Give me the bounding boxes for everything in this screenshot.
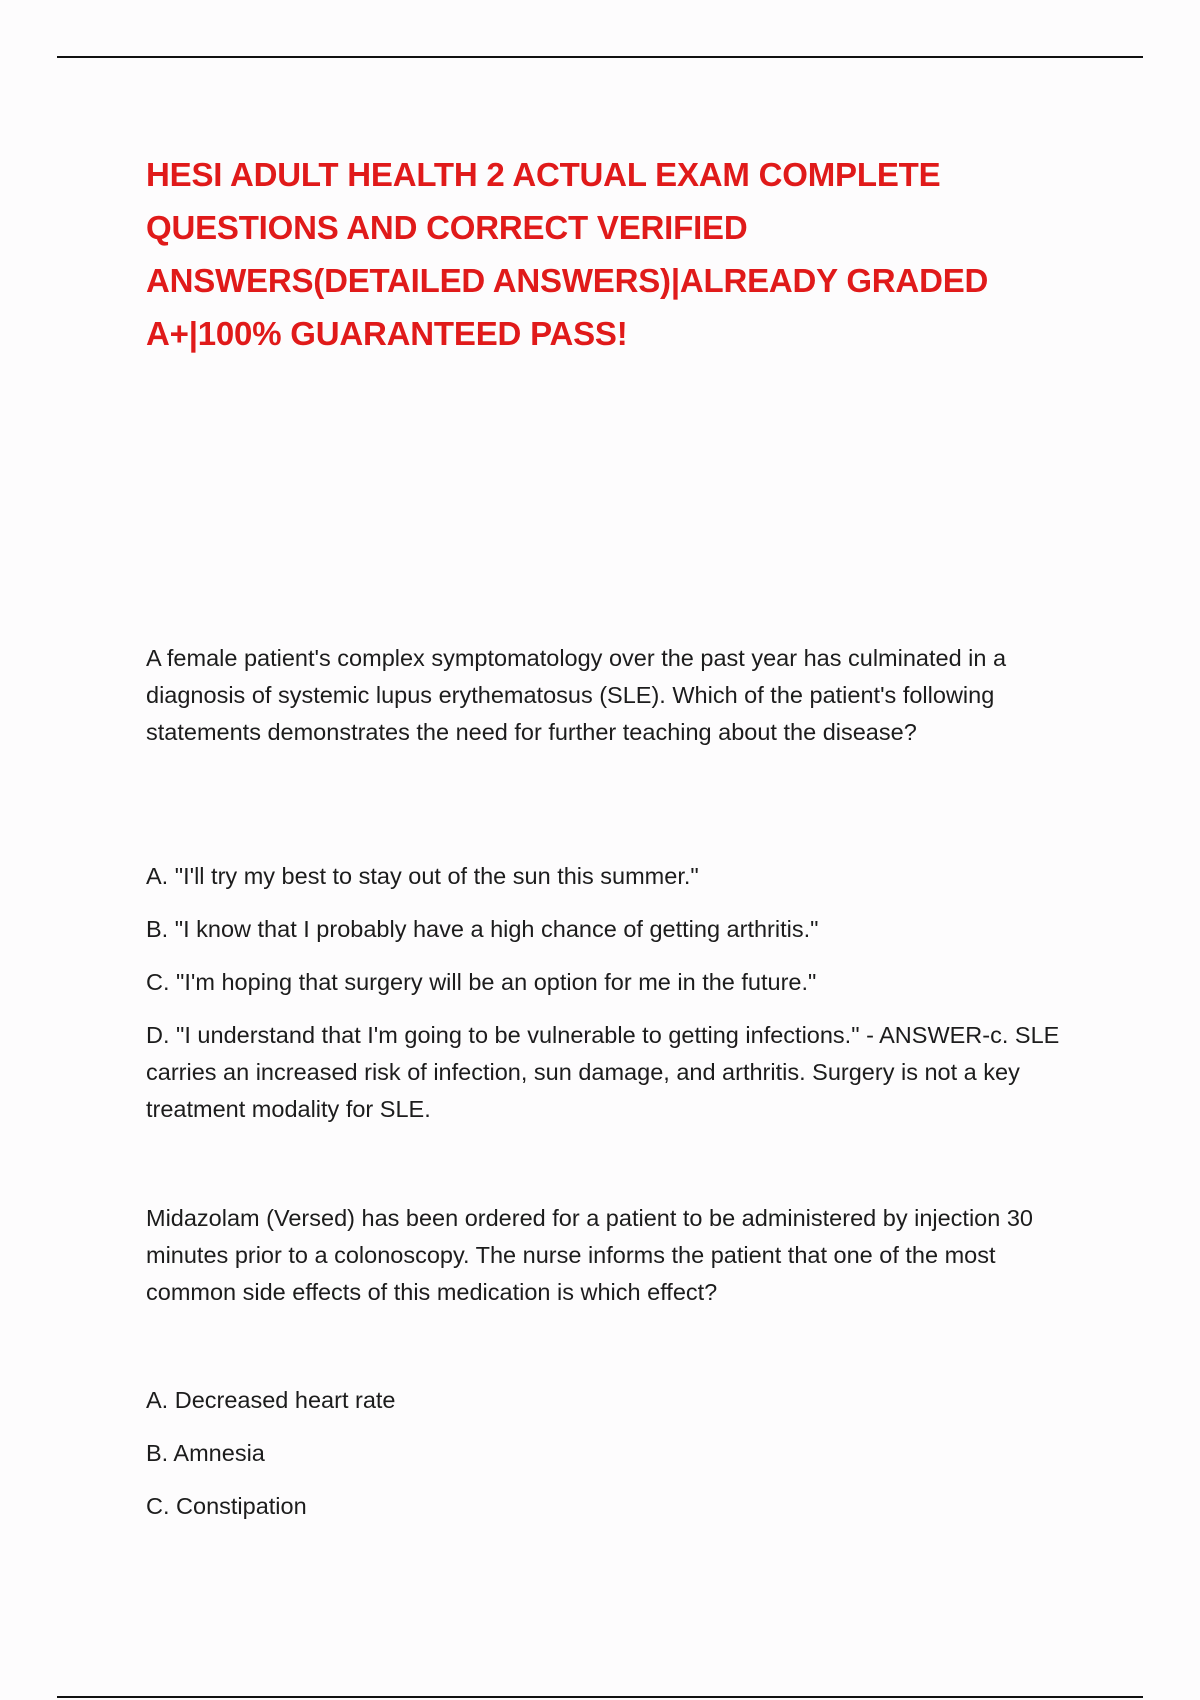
question-2-stem: Midazolam (Versed) has been ordered for a patient to be administered by injection 30 minutes prior to a colonoscopy. The nurse informs the patient that one of the most common side effects of this medication is which effect? — [146, 1205, 1033, 1305]
top-rule — [57, 56, 1143, 58]
question-2-options — [146, 1382, 1066, 1541]
question-1-option-b: B. "I know that I probably have a high chance of getting arthritis." — [146, 916, 819, 942]
question-2-option-a: A. Decreased heart rate — [146, 1387, 396, 1413]
question-2-option-b: B. Amnesia — [146, 1440, 265, 1466]
question-1-option-d-with-answer: D. "I understand that I'm going to be vulnerable to getting infections." - ANSWER-c. SLE carries an increased risk of infection, sun damage, and arthritis. Surgery is not a key treatment modality for SLE. — [146, 1022, 1060, 1122]
bottom-rule — [57, 1696, 1143, 1698]
question-2-option-c: C. Constipation — [146, 1493, 307, 1519]
question-1-options — [146, 858, 1066, 1128]
question-1-stem: A female patient's complex symptomatology over the past year has culminated in a diagnosis of systemic lupus erythematosus (SLE). Which of the patient's following statements demonstrates the need for further teaching about the disease? — [146, 645, 1007, 745]
question-1-option-c: C. "I'm hoping that surgery will be an option for me in the future." — [146, 969, 817, 995]
document-title: HESI ADULT HEALTH 2 ACTUAL EXAM COMPLETE QUESTIONS AND CORRECT VERIFIED ANSWERS(DETAILED ANSWERS)|ALREADY GRADED A+|100% GUARANTEED PASS! — [146, 156, 989, 352]
question-1-option-a: A. "I'll try my best to stay out of the sun this summer." — [146, 863, 699, 889]
